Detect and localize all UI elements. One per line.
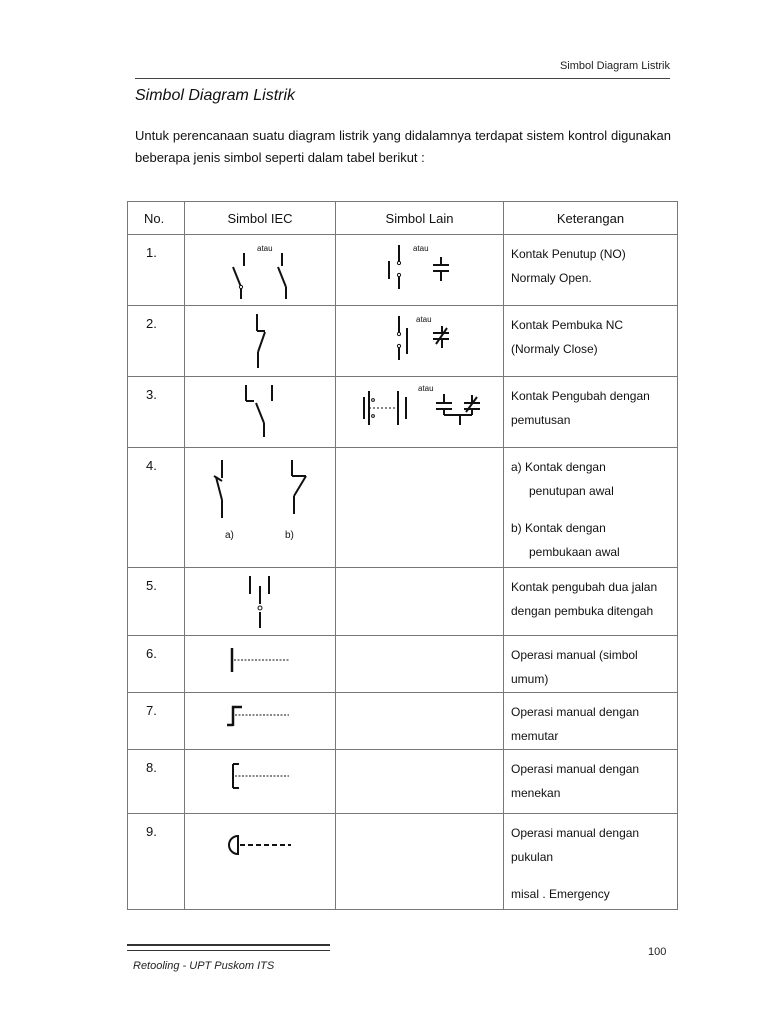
row-number: 1. [128, 235, 185, 306]
row-number: 7. [128, 693, 185, 750]
atau-label: atau [257, 244, 273, 253]
early-contact-iec-icon [185, 448, 335, 566]
iec-symbol-cell [185, 693, 336, 750]
row-number: 8. [128, 750, 185, 814]
description-cell: Kontak Penutup (NO) Normaly Open. [504, 235, 678, 306]
manual-operation-pushing-icon [185, 750, 335, 812]
iec-symbol-cell [185, 636, 336, 693]
intro-paragraph: Untuk perencanaan suatu diagram listrik yang didalamnya terdapat sistem kontrol digunakan beberapa jenis simbol seperti dalam tabel berikut : [135, 128, 671, 165]
manual-operation-general-icon [185, 636, 335, 691]
row-number: 9. [128, 814, 185, 910]
row-number: 4. [128, 448, 185, 568]
table-row [128, 235, 678, 306]
table-row [128, 448, 678, 568]
description-cell: Operasi manual dengan menekan [504, 750, 678, 814]
description-cell: Kontak Pembuka NC (Normaly Close) [504, 306, 678, 377]
other-symbol-cell [336, 235, 504, 306]
other-symbol-cell [336, 448, 504, 568]
other-symbol-cell [336, 750, 504, 814]
normally-closed-contact-iec-icon [185, 306, 335, 376]
table-row [128, 814, 678, 910]
table-row [128, 568, 678, 636]
header-keterangan: Keterangan [504, 202, 678, 235]
iec-symbol-cell [185, 306, 336, 377]
row-number: 5. [128, 568, 185, 636]
page-title: Simbol Diagram Listrik [135, 87, 296, 104]
changeover-contact-alt-icon [336, 377, 503, 447]
other-symbol-cell [336, 306, 504, 377]
header-simbol-lain: Simbol Lain [336, 202, 504, 235]
row-number: 3. [128, 377, 185, 448]
description-cell: a) Kontak dengan penutupan awal b) Kontak dengan pembukaan awal [504, 448, 678, 568]
table-row [128, 750, 678, 814]
normally-open-contact-alt-icon [336, 235, 503, 305]
atau-label: atau [416, 315, 432, 324]
row-number: 6. [128, 636, 185, 693]
other-symbol-cell [336, 814, 504, 910]
atau-label: atau [413, 244, 429, 253]
running-header: Simbol Diagram Listrik [559, 60, 670, 72]
header-rule [135, 78, 670, 79]
two-way-changeover-contact-iec-icon [185, 568, 335, 634]
description-cell: Operasi manual (simbol umum) [504, 636, 678, 693]
description-cell: Operasi manual dengan pukulan misal . Emergency [504, 814, 678, 910]
iec-symbol-cell [185, 235, 336, 306]
description-cell: Kontak Pengubah dengan pemutusan [504, 377, 678, 448]
symbol-table [127, 201, 678, 910]
label-a: a) [225, 530, 234, 541]
header-no: No. [128, 202, 185, 235]
footer-rule [127, 944, 330, 951]
other-symbol-cell [336, 568, 504, 636]
iec-symbol-cell [185, 568, 336, 636]
iec-symbol-cell [185, 814, 336, 910]
table-row [128, 306, 678, 377]
manual-operation-turning-icon [185, 693, 335, 748]
row-number: 2. [128, 306, 185, 377]
label-b: b) [285, 530, 294, 541]
description-cell: Operasi manual dengan memutar [504, 693, 678, 750]
other-symbol-cell [336, 693, 504, 750]
table-header-row [128, 202, 678, 235]
normally-closed-contact-alt-icon [336, 306, 503, 376]
table-row [128, 636, 678, 693]
changeover-contact-iec-icon [185, 377, 335, 447]
table-row [128, 377, 678, 448]
other-symbol-cell [336, 377, 504, 448]
iec-symbol-cell [185, 377, 336, 448]
footer-text: Retooling - UPT Puskom ITS [133, 960, 275, 972]
iec-symbol-cell [185, 448, 336, 568]
atau-label: atau [418, 384, 434, 393]
manual-operation-striking-icon [185, 814, 335, 908]
iec-symbol-cell [185, 750, 336, 814]
normally-open-contact-iec-icon [185, 235, 335, 305]
description-cell: Kontak pengubah dua jalan dengan pembuka ditengah [504, 568, 678, 636]
page-number: 100 [648, 946, 667, 958]
header-simbol-iec: Simbol IEC [185, 202, 336, 235]
other-symbol-cell [336, 636, 504, 693]
table-row [128, 693, 678, 750]
